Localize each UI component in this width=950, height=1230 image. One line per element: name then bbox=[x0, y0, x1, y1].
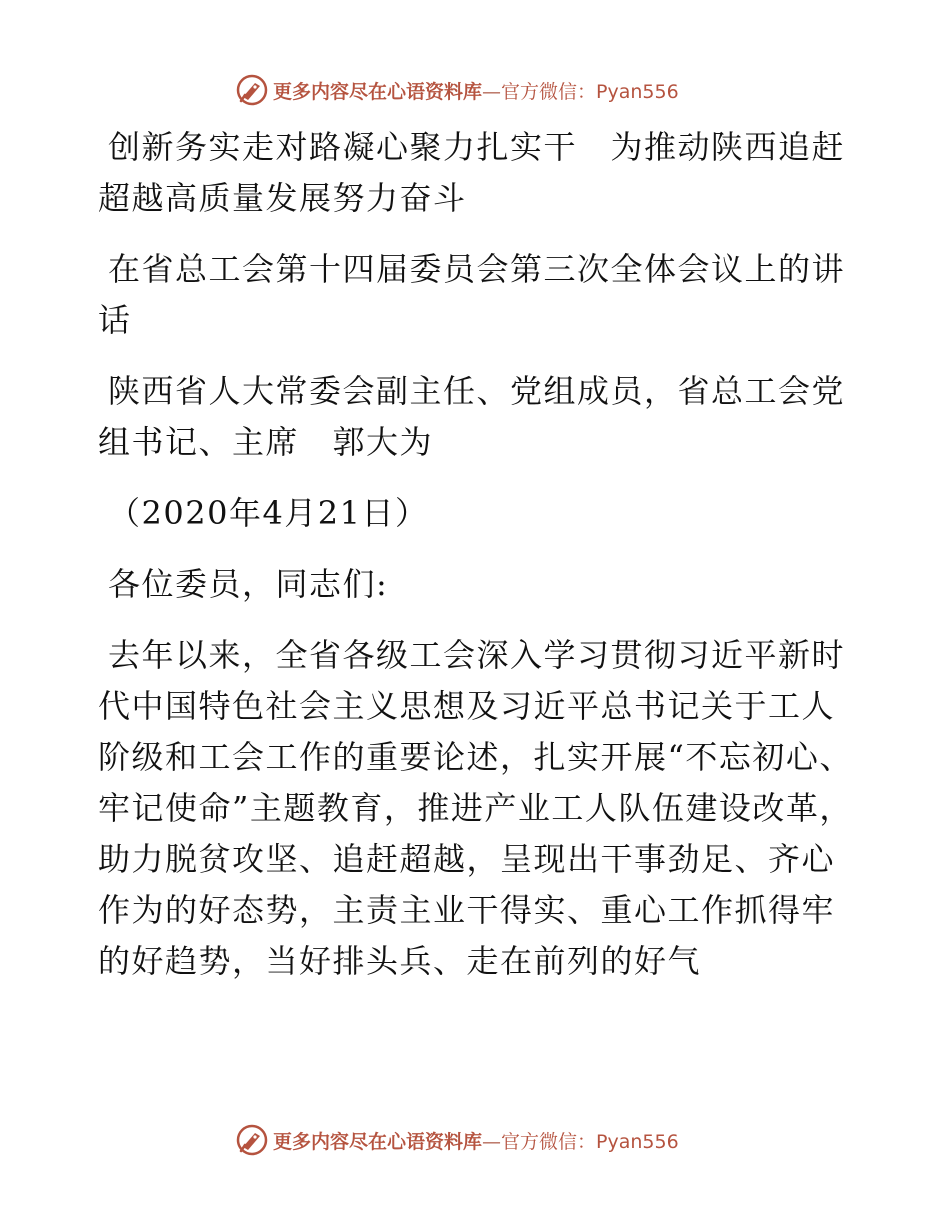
document-title: 创新务实走对路凝心聚力扎实干 为推动陕西追赶超越高质量发展努力奋斗 bbox=[98, 128, 846, 217]
watermark-separator: — bbox=[482, 80, 502, 103]
watermark-text bbox=[273, 77, 679, 104]
body-paragraph: 去年以来，全省各级工会深入学习贯彻习近平新时代中国特色社会主义思想及习近平总书记关于工人阶级和工会工作的重要论述，扎实开展“不忘初心、牢记使命”主题教育，推进产业工人队伍建设改革，助力脱贫攻坚、追赶超越，呈现出干事劲足、齐心作为的好态势，主责主业干得实、重心工作抓得牢的好趋势，当好排头兵、走在前列的好气 bbox=[98, 636, 853, 980]
watermark-prefix: 更多内容尽在心语资料库 bbox=[273, 1130, 483, 1153]
speaker-line: 陕西省人大常委会副主任、党组成员，省总工会党组书记、主席 郭大为 bbox=[98, 372, 846, 461]
footer-watermark bbox=[235, 1122, 679, 1158]
salutation: 各位委员，同志们: bbox=[108, 565, 389, 603]
pen-nib-seal-icon bbox=[235, 73, 269, 107]
speech-date: （2020年4月21日） bbox=[108, 494, 429, 532]
watermark-suffix: 官方微信：Pyan556 bbox=[501, 80, 679, 103]
pen-nib-seal-icon bbox=[235, 1123, 269, 1157]
document-body bbox=[98, 122, 858, 987]
header-watermark bbox=[235, 72, 679, 108]
watermark-text bbox=[273, 1127, 679, 1154]
watermark-prefix: 更多内容尽在心语资料库 bbox=[273, 80, 483, 103]
watermark-separator: — bbox=[482, 1130, 502, 1153]
document-subtitle: 在省总工会第十四届委员会第三次全体会议上的讲话 bbox=[98, 250, 846, 339]
watermark-suffix: 官方微信：Pyan556 bbox=[501, 1130, 679, 1153]
